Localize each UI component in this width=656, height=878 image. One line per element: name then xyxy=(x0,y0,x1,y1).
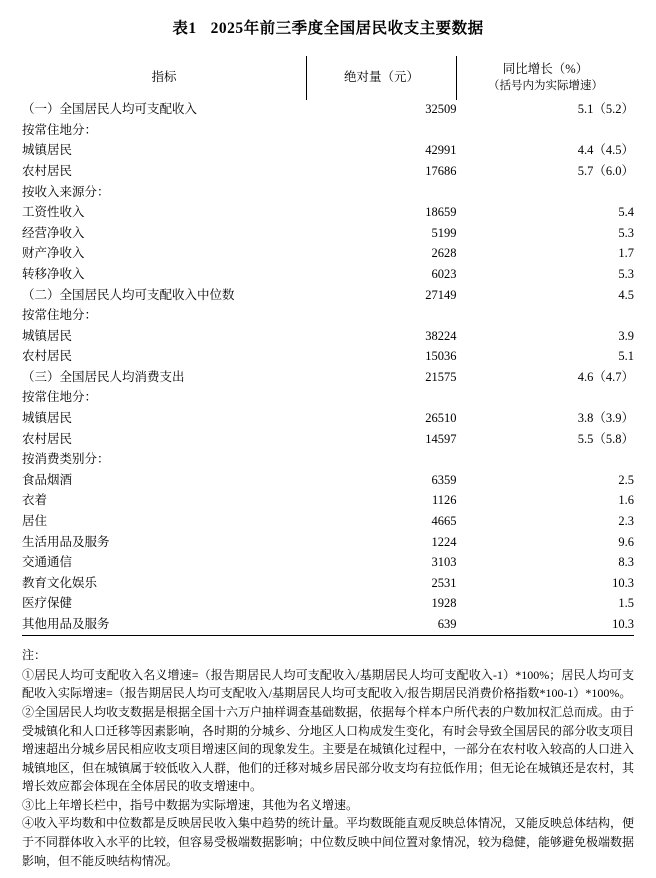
row-label: 医疗保健 xyxy=(22,596,73,611)
table-row xyxy=(22,326,634,347)
row-label: （三）全国居民人均消费支出 xyxy=(22,369,185,384)
table-row xyxy=(22,512,634,533)
row-absolute-amount: 17686 xyxy=(425,163,457,178)
table-row xyxy=(22,161,634,182)
row-absolute-amount: 6023 xyxy=(431,266,457,281)
header-growth-line2: （括号内为实际增速） xyxy=(488,80,603,93)
table-row xyxy=(22,553,634,574)
row-absolute-amount: 2628 xyxy=(431,246,457,261)
row-label: 衣着 xyxy=(22,493,48,508)
header-absolute-amount: 绝对量（元） xyxy=(307,56,457,100)
row-label: 转移净收入 xyxy=(22,266,85,281)
row-label: 农村居民 xyxy=(22,163,73,178)
row-absolute-amount xyxy=(307,120,457,141)
table-row xyxy=(22,388,634,409)
row-absolute-amount: 6359 xyxy=(431,472,457,487)
row-absolute-amount: 1126 xyxy=(431,493,457,508)
header-growth xyxy=(457,56,634,100)
table-number: 表1 xyxy=(172,20,197,37)
row-growth xyxy=(457,306,634,327)
row-growth: 4.5 xyxy=(618,287,634,302)
row-growth: 2.3 xyxy=(618,514,634,529)
table-row xyxy=(22,223,634,244)
row-absolute-amount: 32509 xyxy=(425,102,457,117)
row-growth: 5.3 xyxy=(618,266,634,281)
table-row xyxy=(22,264,634,285)
header-indicator: 指标 xyxy=(151,70,177,85)
row-absolute-amount: 639 xyxy=(307,615,457,636)
row-label: 交通通信 xyxy=(22,555,73,570)
row-absolute-amount: 3103 xyxy=(431,555,457,570)
row-growth: 5.7（6.0） xyxy=(577,163,634,178)
page-title xyxy=(22,18,634,40)
table-row xyxy=(22,306,634,327)
row-growth: 1.5 xyxy=(618,596,634,611)
row-label: 农村居民 xyxy=(22,431,73,446)
row-absolute-amount xyxy=(307,182,457,203)
row-growth xyxy=(457,182,634,203)
row-label: 按常住地分： xyxy=(22,390,98,405)
row-growth: 9.6 xyxy=(618,534,634,549)
row-absolute-amount: 4665 xyxy=(431,514,457,529)
row-label: 城镇居民 xyxy=(22,411,73,426)
table-row xyxy=(22,120,634,141)
row-label: 农村居民 xyxy=(22,349,73,364)
table-row xyxy=(22,409,634,430)
note-item: ②全国居民人均收支数据是根据全国十六万户抽样调查基础数据，依据每个样本户所代表的户数加权汇总而成。由于受城镇化和人口迁移等因素影响，各时期的分城乡、分地区人口构成发生变化，有时会导致全国居民的部分收支项目增速超出分城乡居民相应收支项目增速区间的现象发生。主要是在城镇化过程中，一部分在农村收入较高的人口进入城镇地区，但在城镇属于较低收入人群，他们的迁移对城乡居民部分收支均有拉低作用；但无论在城镇还是农村，其增长效应都会体现在全体居民的收支增速中。 xyxy=(22,704,635,794)
table-title-text: 2025年前三季度全国居民收支主要数据 xyxy=(210,20,484,37)
row-label: 食品烟酒 xyxy=(22,472,73,487)
table-row xyxy=(22,470,634,491)
row-absolute-amount: 14597 xyxy=(425,431,457,446)
row-growth: 5.3 xyxy=(618,225,634,240)
row-growth: 5.4 xyxy=(618,205,634,220)
table-row xyxy=(22,573,634,594)
table-row xyxy=(22,141,634,162)
row-growth: 4.6（4.7） xyxy=(577,369,634,384)
row-absolute-amount: 26510 xyxy=(425,411,457,426)
row-absolute-amount: 5199 xyxy=(431,225,457,240)
row-absolute-amount: 42991 xyxy=(425,143,457,158)
row-growth: 5.1 xyxy=(618,349,634,364)
row-growth: 2.5 xyxy=(618,472,634,487)
row-absolute-amount xyxy=(307,388,457,409)
table-row xyxy=(22,367,634,388)
row-label: 城镇居民 xyxy=(22,143,73,158)
row-label: 生活用品及服务 xyxy=(22,534,110,549)
row-absolute-amount: 1224 xyxy=(431,534,457,549)
table-row xyxy=(22,203,634,224)
notes-list xyxy=(22,666,634,871)
table-body xyxy=(22,100,634,636)
table-row xyxy=(22,100,634,121)
row-growth: 8.3 xyxy=(618,555,634,570)
row-absolute-amount: 27149 xyxy=(425,287,457,302)
row-label: 其他用品及服务 xyxy=(22,615,307,636)
row-label: 按常住地分： xyxy=(22,308,98,323)
row-label: （一）全国居民人均可支配收入 xyxy=(22,102,198,117)
row-absolute-amount: 18659 xyxy=(425,205,457,220)
row-growth: 5.5（5.8） xyxy=(577,431,634,446)
row-absolute-amount: 1928 xyxy=(431,596,457,611)
row-absolute-amount: 21575 xyxy=(425,369,457,384)
row-label: 工资性收入 xyxy=(22,205,85,220)
notes-section xyxy=(22,646,634,870)
row-growth xyxy=(457,450,634,471)
table-row xyxy=(22,244,634,265)
table-row xyxy=(22,594,634,615)
row-absolute-amount: 2531 xyxy=(431,575,457,590)
note-item: ③比上年增长栏中，指号中数据为实际增速，其他为名义增速。 xyxy=(22,797,359,812)
table-row xyxy=(22,532,634,553)
row-growth: 5.1（5.2） xyxy=(577,102,634,117)
row-label: 按常住地分： xyxy=(22,122,98,137)
row-label: 按收入来源分： xyxy=(22,184,110,199)
table-row xyxy=(22,285,634,306)
notes-heading: 注： xyxy=(22,648,47,663)
row-growth: 3.9 xyxy=(618,328,634,343)
table-header-row xyxy=(22,56,634,100)
row-label: 按消费类别分： xyxy=(22,452,110,467)
table-row xyxy=(22,450,634,471)
row-growth xyxy=(457,388,634,409)
note-item: ①居民人均可支配收入名义增速=（报告期居民人均可支配收入/基期居民人均可支配收入-1）*100%；居民人均可支配收入实际增速=（报告期居民人均可支配收入/基期居民人均可支配收入/报告期居民消费价格指数*100-1）*100%。 xyxy=(22,667,634,701)
row-growth: 1.6 xyxy=(618,493,634,508)
row-growth: 10.3 xyxy=(457,615,634,636)
row-absolute-amount xyxy=(307,450,457,471)
row-label: 经营净收入 xyxy=(22,225,85,240)
row-growth: 1.7 xyxy=(618,246,634,261)
row-growth: 4.4（4.5） xyxy=(577,143,634,158)
row-label: 居住 xyxy=(22,514,48,529)
row-label: 财产净收入 xyxy=(22,246,85,261)
table-row xyxy=(22,182,634,203)
residents-income-expenditure-table xyxy=(22,56,634,636)
row-growth: 10.3 xyxy=(612,575,634,590)
note-item: ④收入平均数和中位数都是反映居民收入集中趋势的统计量。平均数既能直观反映总体情况，又能反映总体结构，便于不同群体收入水平的比较，但容易受极端数据影响；中位数反映中间位置对象情况，较为稳健，能够避免极端数据影响，但不能反映结构情况。 xyxy=(22,816,635,868)
table-row xyxy=(22,429,634,450)
header-growth-line1: 同比增长（%） xyxy=(502,61,589,76)
row-absolute-amount xyxy=(307,306,457,327)
row-label: 城镇居民 xyxy=(22,328,73,343)
row-label: 教育文化娱乐 xyxy=(22,575,98,590)
table-row xyxy=(22,491,634,512)
row-absolute-amount: 15036 xyxy=(425,349,457,364)
table-row xyxy=(22,347,634,368)
row-growth xyxy=(457,120,634,141)
row-growth: 3.8（3.9） xyxy=(577,411,634,426)
row-absolute-amount: 38224 xyxy=(425,328,457,343)
row-label: （二）全国居民人均可支配收入中位数 xyxy=(22,287,235,302)
table-row xyxy=(22,615,634,636)
